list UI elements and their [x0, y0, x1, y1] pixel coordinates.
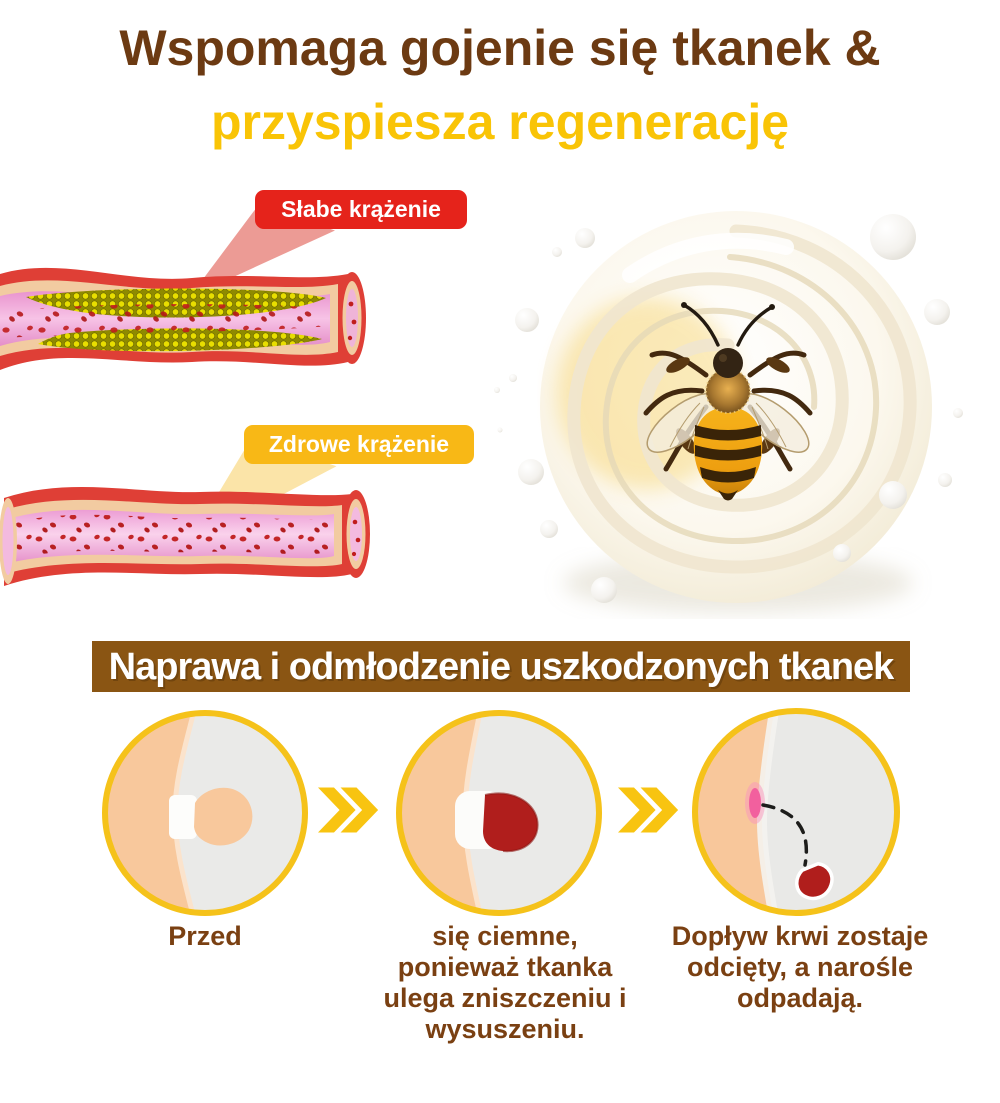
- caption-darkened: się ciemne, ponieważ tkanka ulega zniszczeniu i wysuszeniu.: [383, 921, 627, 1044]
- caption-before: Przed: [168, 921, 242, 951]
- main-title-line-2: przyspiesza regenerację: [210, 94, 790, 150]
- clogged-artery-illustration: [0, 252, 385, 382]
- label-weak-circulation: Słabe krążenie krwi: [255, 190, 467, 229]
- step-circle-before: [99, 707, 311, 919]
- healthy-artery-illustration: [0, 468, 385, 598]
- step-arrow-icon: [618, 786, 680, 834]
- step-circle-falling: [689, 705, 903, 919]
- section-banner: Naprawa i odmłodzenie uszkodzonych tkanek: [92, 641, 910, 692]
- caption-falling: Dopływ krwi zostaje odcięty, a narośle odpadają.: [671, 921, 929, 1013]
- cream-swirl-illustration: [480, 185, 1000, 633]
- step-arrow-icon: [318, 786, 380, 834]
- label-healthy-circulation: Zdrowe krążenie krwi: [244, 425, 474, 464]
- main-title-line-1: Wspomaga gojenie się tkanek &: [119, 20, 881, 76]
- step-circle-darkened: [393, 707, 605, 919]
- skin-tag-icon: [169, 788, 252, 846]
